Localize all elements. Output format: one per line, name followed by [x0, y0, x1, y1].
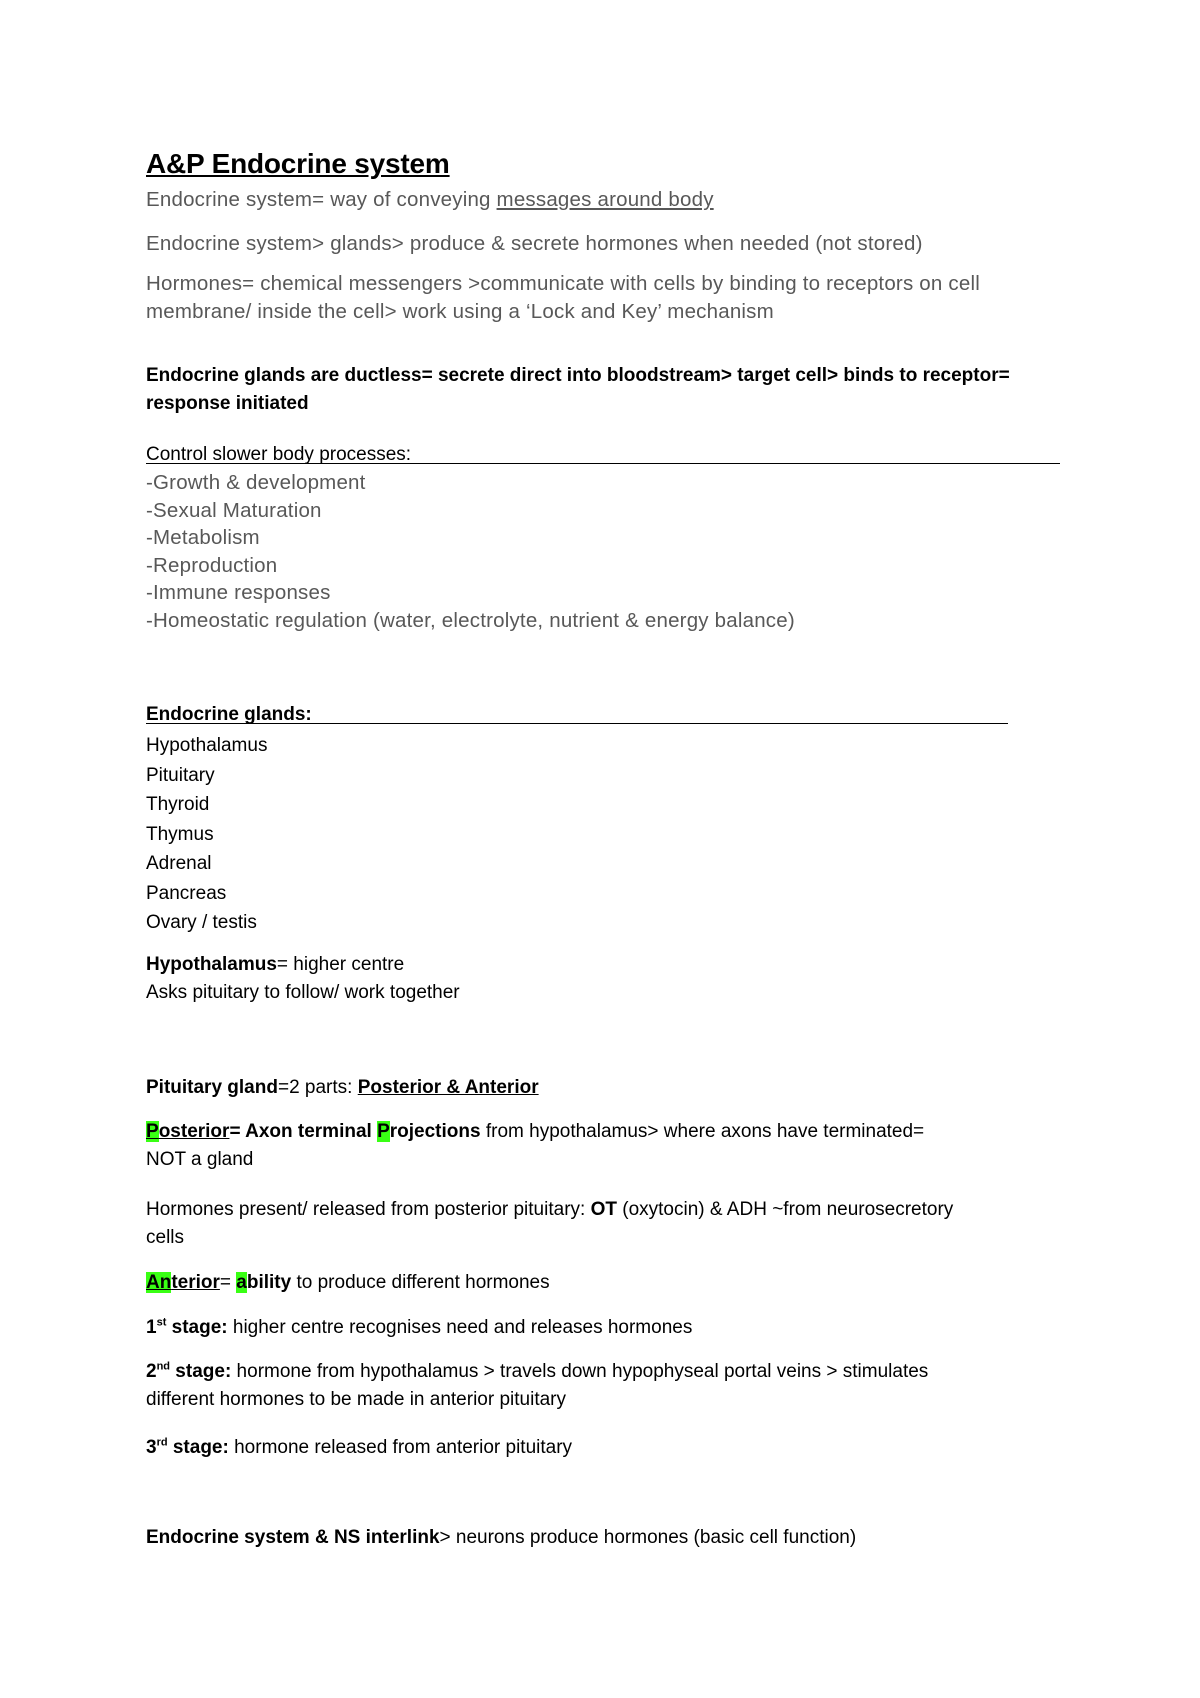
hormones-line-2: membrane/ inside the cell> work using a ‘Lock and Key’ mechanism — [146, 299, 774, 323]
anterior-equals: = — [219, 1272, 237, 1293]
stage-text: hormone released from anterior pituitary — [228, 1437, 573, 1458]
stage-2-line-1 — [146, 1358, 928, 1386]
stage-text: hormone from hypothalamus > travels down hypophyseal portal veins > stimulates — [231, 1361, 929, 1382]
ductless-line-1: Endocrine glands are ductless= secrete direct into bloodstream> target cell> binds to receptor= — [146, 365, 1010, 386]
posterior-highlight: P — [146, 1121, 159, 1142]
stage-2-line-2: different hormones to be made in anterior pituitary — [146, 1389, 566, 1410]
ability-highlight: a — [236, 1272, 247, 1293]
hormones-line-1: Hormones= chemical messengers >communicate with cells by binding to receptors on cell — [146, 272, 980, 295]
gland-item: Ovary / testis — [146, 912, 257, 933]
anterior-rest: to produce different hormones — [291, 1272, 550, 1293]
posterior-term: osterior — [158, 1121, 230, 1142]
hypothalamus-term: Hypothalamus — [146, 954, 277, 975]
stage-number: 3 — [146, 1437, 157, 1458]
control-item: -Growth & development — [146, 471, 366, 494]
posterior-bold-1: = Axon terminal — [229, 1121, 378, 1142]
stage-1 — [146, 1317, 692, 1339]
stage-label: stage: — [167, 1437, 229, 1458]
interlink-line — [146, 1527, 856, 1549]
ot-term: OT — [590, 1199, 617, 1220]
gland-item: Adrenal — [146, 853, 212, 874]
pituitary-term: Pituitary gland — [146, 1077, 278, 1098]
posterior-hormones-paragraph — [146, 1196, 953, 1252]
control-item: -Sexual Maturation — [146, 498, 322, 522]
control-item: -Metabolism — [146, 526, 260, 549]
glands-heading-rule — [146, 723, 1008, 724]
hypothalamus-definition: = higher centre — [276, 954, 405, 975]
interlink-term: Endocrine system & NS interlink — [146, 1527, 440, 1548]
glands-heading: Endocrine glands: — [146, 704, 312, 725]
stage-number: 1 — [146, 1317, 157, 1338]
stage-text: higher centre recognises need and releases hormones — [227, 1317, 693, 1338]
anterior-highlight: An — [146, 1272, 172, 1293]
posterior-hormones-rest: (oxytocin) & ADH ~from neurosecretory — [616, 1199, 954, 1220]
posterior-hormones-line-2: cells — [146, 1227, 185, 1248]
posterior-hormones-line-1 — [146, 1196, 953, 1224]
control-item: -Immune responses — [146, 581, 331, 604]
hypothalamus-line-2: Asks pituitary to follow/ work together — [146, 982, 460, 1003]
control-heading-rule — [146, 463, 1060, 464]
gland-item: Thyroid — [146, 794, 210, 815]
anterior-term: terior — [171, 1272, 220, 1293]
control-heading: Control slower body processes: — [146, 444, 412, 465]
definition-line — [146, 188, 714, 212]
stage-3 — [146, 1437, 572, 1459]
gland-item: Hypothalamus — [146, 735, 268, 756]
definition-underlined: messages around body — [496, 188, 714, 211]
stage-suffix: nd — [156, 1360, 171, 1373]
posterior-rest: from hypothalamus> where axons have terminated= — [480, 1121, 925, 1142]
pituitary-parts: =2 parts: — [277, 1077, 358, 1098]
definition-text: Endocrine system= way of conveying — [146, 188, 497, 211]
posterior-line-1 — [146, 1118, 924, 1146]
ductless-paragraph — [146, 362, 1010, 418]
projections-highlight: P — [377, 1121, 390, 1142]
posterior-line-2: NOT a gland — [146, 1149, 254, 1170]
anterior-line — [146, 1272, 550, 1294]
control-item: -Homeostatic regulation (water, electrolyte, nutrient & energy balance) — [146, 608, 795, 632]
control-list — [146, 469, 795, 634]
hypothalamus-line-1 — [146, 951, 460, 979]
glands-line: Endocrine system> glands> produce & secrete hormones when needed (not stored) — [146, 232, 923, 255]
interlink-rest: > neurons produce hormones (basic cell function) — [439, 1527, 857, 1548]
stage-suffix: st — [156, 1316, 167, 1329]
posterior-paragraph — [146, 1118, 924, 1174]
stage-suffix: rd — [156, 1436, 168, 1449]
stage-label: stage: — [170, 1361, 232, 1382]
projections-term: rojections — [389, 1121, 481, 1142]
gland-item: Pituitary — [146, 764, 215, 786]
ductless-line-2: response initiated — [146, 393, 309, 414]
stage-2 — [146, 1358, 928, 1414]
stage-number: 2 — [146, 1361, 157, 1382]
posterior-hormones-text: Hormones present/ released from posterior pituitary: — [146, 1199, 591, 1220]
hormones-paragraph — [146, 270, 980, 325]
hypothalamus-paragraph — [146, 951, 460, 1007]
pituitary-line — [146, 1077, 539, 1099]
glands-list — [146, 731, 267, 938]
pituitary-parts-underlined: Posterior & Anterior — [357, 1077, 539, 1098]
gland-item: Pancreas — [146, 882, 227, 904]
ability-term: bility — [246, 1272, 292, 1293]
page-title: A&P Endocrine system — [146, 148, 450, 179]
gland-item: Thymus — [146, 823, 214, 845]
control-item: -Reproduction — [146, 553, 278, 577]
stage-label: stage: — [166, 1317, 228, 1338]
